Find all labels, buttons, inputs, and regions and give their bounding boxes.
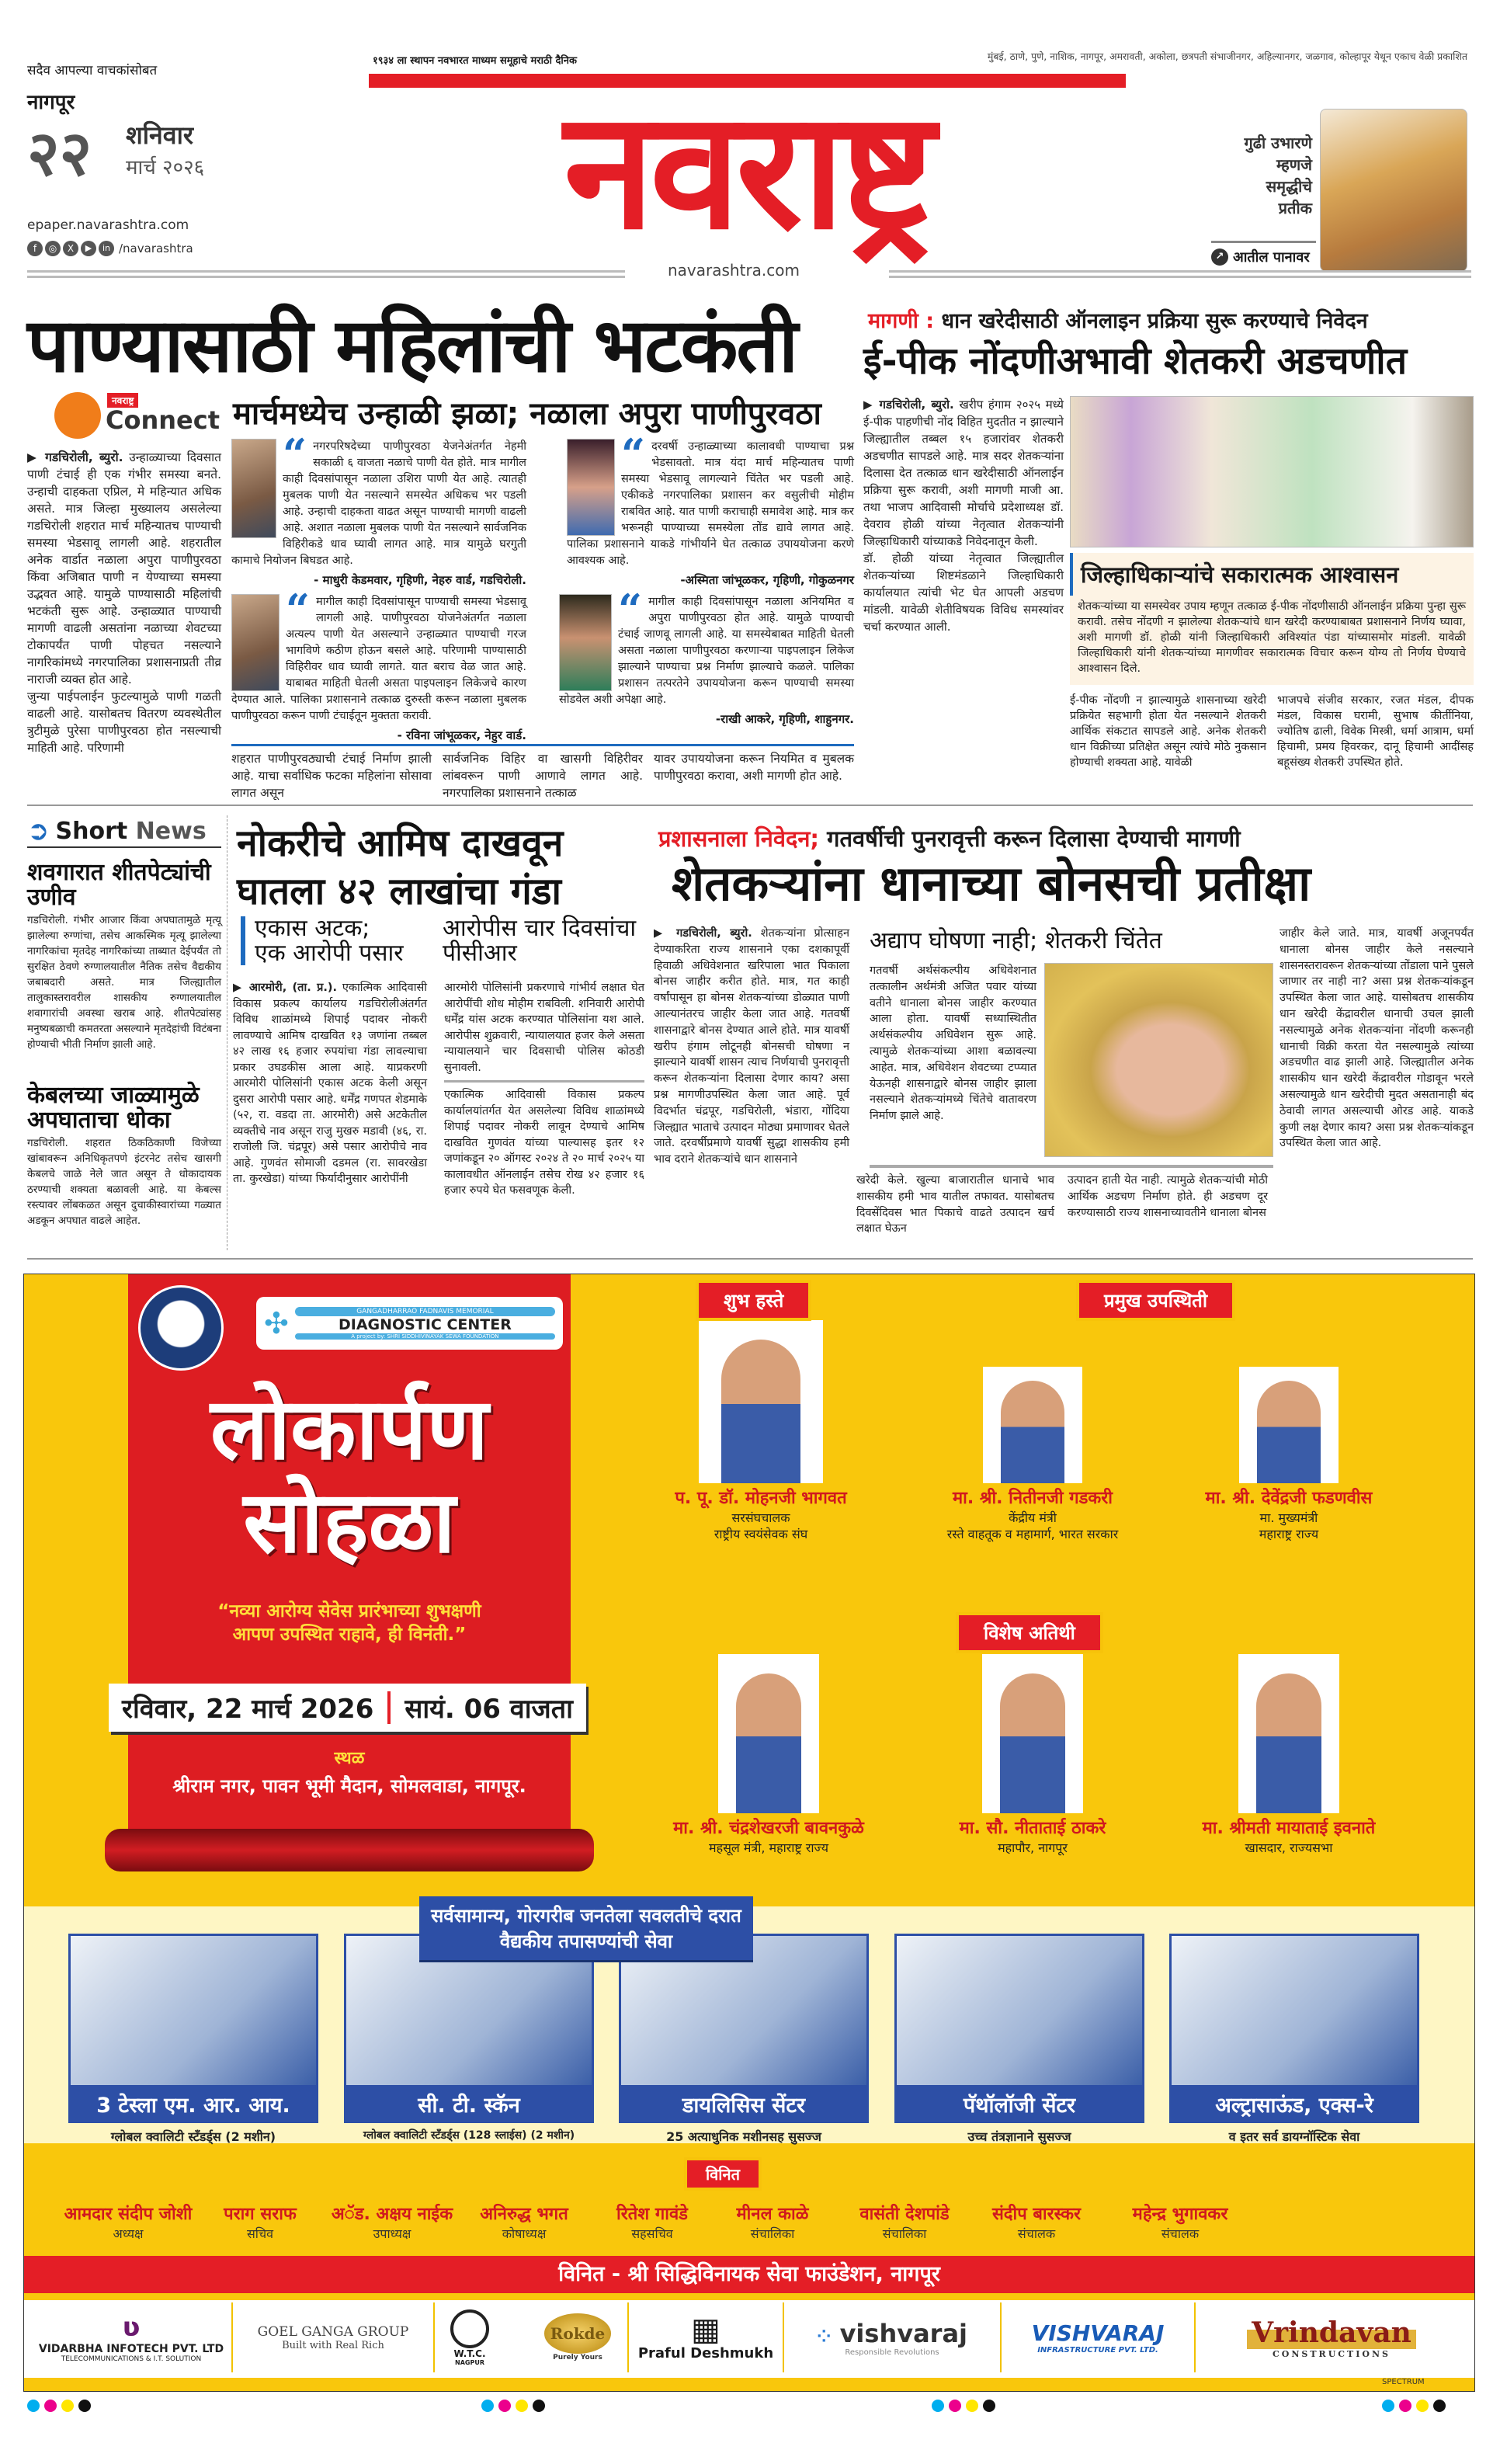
section-divider	[27, 805, 1473, 806]
committee-member: संदीप बारस्कर संचालक	[991, 2205, 1082, 2241]
masthead-rule-left	[27, 270, 625, 278]
guest-name: मा. सौ. नीताताई ठाकरे	[959, 1819, 1106, 1838]
center-top: GANGADHARRAO FADNAVIS MEMORIAL	[295, 1307, 555, 1316]
quote-author: - माधुरी केडमवार, गृहिणी, नेहरु वार्ड, गडचिरोली.	[314, 573, 526, 587]
guest-name: मा. श्री. देवेंद्रजी फडणवीस	[1205, 1489, 1373, 1508]
guest-card	[644, 1654, 893, 1856]
lead-bottom-columns	[231, 750, 854, 801]
arrow-icon: ➲	[27, 815, 50, 846]
sponsor-logo: ʋ VIDARBHA INFOTECH PVT. LTD TELECOMMUNICATIONS & I.T. SOLUTION	[31, 2302, 233, 2372]
service-label: पॅथॉलॉजी सेंटर	[894, 2085, 1144, 2123]
sponsor-logo: ▦ Praful Deshmukh	[629, 2302, 784, 2372]
committee-member: अनिरुद्ध भगत कोषाध्यक्ष	[480, 2205, 568, 2241]
sponsor-logo: GOEL GANGA GROUP Built with Real Rich	[233, 2302, 435, 2372]
fraud-body: ▶ आरमोरी, (ता. प्र.). एकात्मिक आदिवासी विकास प्रकल्प कार्यालय गडचिरोलीअंतर्गत विविध शाळांमध्ये शिपाई पदावर नोकरी लावण्याचे आमिष दाखवित १३ जणांना तब्बल ४२ लाख १६ हजार रुपयांचा गंडा लावल्याचा प्रकार उघडकीस आला आहे. याप्रकरणी आरमोरी पोलिसांनी एकास अटक केली असून दुसरा आरोपी पसार आहे. धर्मेंद्र गणपत शेडमाके (५२, रा. वडदा ता. आरमोरी) असे अटकेतील व्यक्तीचे नाव असून राजु मुखरु मडावी (४६, रा. राजोली जि. चंद्रपूर) असे पसार आरोपीचे नाव आहे. गुणवंत सोमाजी दडमल (रा. सावरखेडा ता. कुरखेडा) यांच्या फिर्यादीनुसार आरोपींनी	[233, 982, 428, 1185]
service-photo	[1169, 1934, 1419, 2085]
epik-box	[1070, 553, 1474, 685]
sponsor-logo: ⁘ vishvaraj Responsible Revolutions	[784, 2302, 1002, 2372]
guest-name: मा. श्री. नितीनजी गडकरी	[953, 1489, 1113, 1508]
guest-role: महाराष्ट्र राज्य	[1259, 1527, 1319, 1541]
event-date: रविवार, 22 मार्च 2026	[122, 1694, 374, 1725]
guest-role: मा. मुख्यमंत्री	[1259, 1510, 1318, 1525]
teaser-link[interactable]	[1211, 241, 1316, 266]
guest-role: केंद्रीय मंत्री	[1009, 1510, 1057, 1525]
short-news-text: गडचिरोली. गंभीर आजार किंवा अपघातामुळे मृत्यू झालेल्या रुग्णांचा, तसेच आकस्मिक मृत्यू झालेल्या नागरिकांचा मृतदेह नागरिकांच्या ताब्यात देईपर्यंत तो सुरक्षित ठेवणे रुग्णालयातील नैतिक तसेच वैद्यकीय जबाबदारी असते. मात्र जिल्ह्यातील तालुकास्तरावरील शासकीय रुग्णालयातील शवागारांची अवस्था खराब आहे. शीतपेट्यांसह मनुष्यबळाची कमतरता असल्याने मृतदेहांची विटंबना होण्याची भीती निर्माण झाली आहे.	[27, 914, 221, 1051]
bonus-body: उत्पादन हाती येत नाही. त्यामुळे शेतकऱ्यांची मोठी आर्थिक अडचण निर्माण होते. ही अडचण दूर करण्यासाठी राज्य शासनाच्यावतीने धानाला बोनस	[1068, 1174, 1268, 1219]
short-news-text: गडचिरोली. शहरात ठिकठिकाणी विजेच्या खांबावरून अनिधिकृतपणे इंटरनेट तसेच खासगी केबलचे जाळे नेले जात असून ते धोकादायक ठरण्याची शक्यता बळावली आहे. या केबल्स रस्त्यावर लोंबकळत असून दुचाकीस्वारांच्या गळ्यात अडकून अपघात वाढले आहेत.	[27, 1137, 221, 1227]
service-label: डायलिसिस सेंटर	[619, 2085, 869, 2123]
quote-photo	[231, 594, 280, 691]
guest-card	[637, 1320, 885, 1542]
committee-member: पराग सराफ सचिव	[224, 2205, 297, 2241]
divider	[231, 744, 854, 746]
bonus-body: जाहीर केले जाते. मात्र, यावर्षी अजूनपर्यंत धानाला बोनस जाहीर केले नसल्याने शासनस्तरावरून शेतकऱ्यांच्या तोंडाला पाने पुसले जाणार तर नाही ना? असा प्रश्न शेतकऱ्यांकडून उपस्थित केला जात आहे. यासोबतच शासकीय धान खरेदी केंद्रावरील धानाची उचल झाली नसल्यामुळे अनेक शेतकऱ्यांना नोंदणी करूनही धानाची विक्री करता येत नसल्यामुळे त्यांच्या अडचणीत वाढ झाली आहे. जिल्ह्यातील अनेक शासकीय धान खरेदी केंद्रावरील गोडावून भरले असल्यामुळे धान खरेदीची मुदत असतानाही बंद ठेवावी लागत असल्याची ओरड आहे. याकडे कुणी लक्ष देणार काय? असा प्रश्न शेतकऱ्यांकडून उपस्थित केला जात आहे.	[1280, 927, 1474, 1150]
service-sub: 25 अत्याधुनिक मशीनसह सुसज्ज	[666, 2129, 821, 2144]
registration-dots	[932, 2400, 995, 2412]
lead-body: ▶ गडचिरोली, ब्युरो. उन्हाळ्याच्या दिवसात पाणी टंचाई ही एक गंभीर समस्या बनते. उन्हाची दाहकता एप्रिल, मे महिन्यात अधिक असते. मात्र जिल्हा मुख्यालय असलेल्या गडचिरोली शहरात मार्च महिन्यातच पाण्याची समस्या भेडसावू लागली आहे. शहरातील अनेक वार्डात नळाला अपुरा पाणीपुरवठा किंवा अजिबात पाणी न येण्याच्या समस्या उद्भवत आहे. यामुळे पाण्यासाठी महिलांची भटकंती सुरू आहे. उन्हाळ्यात पाण्याची मागणी वाढली असतांना नळाच्या शेवटच्या टोकापर्यंत पाणी पोहचत नसल्याने नागरिकांमध्ये नगरपालिका प्रशासनाप्रती तीव्र नाराजी व्यक्त होत आहे. जुन्या पाईपलाईन फुटल्यामुळे पाणी गळती वाढली आहे. यासोबतच वितरण व्यवस्थेतील त्रुटीमुळे पुरेसा पाणीपुरवठा होत नसल्याची माहिती आहे. परिणामी	[27, 450, 221, 755]
epik-headline: ई-पीक नोंदणीअभावी शेतकरी अडचणीत	[863, 339, 1408, 383]
sponsor-logo: Vrindavan CONSTRUCTIONS	[1196, 2302, 1467, 2372]
committee-member: रितेश गावंडे सहसचिव	[616, 2205, 688, 2241]
epaper-link[interactable]: epaper.navarashtra.com	[27, 217, 189, 233]
separator	[387, 1691, 391, 1724]
edition-city: नागपूर	[27, 91, 75, 114]
guest-card	[1165, 1654, 1413, 1856]
quote-text: दरवर्षी उन्हाळ्याच्या कालावधी पाण्याचा प्रश्न भेडसावतो. मात्र यंदा मार्च महिन्यातच पाणी समस्या भेडसावू लागल्याने चिंतेत भर पडली आहे. एकीकडे नगरपालिका प्रशासन कर वसुलीची मोहीम राबवित आहे. यात पाणी कराचाही समावेश आहे. मात्र कर भरूनही पाण्याच्या समस्येला तोंड द्यावे लागत आहे. पालिका प्रशासनाने याकडे गांभीर्याने घेत तत्काळ उपाययोजना करणे आवश्यक आहे.	[567, 440, 854, 567]
connect-brand: नवराष्ट्र	[107, 393, 138, 408]
tag-vinit: विनित	[687, 2160, 759, 2188]
center-name: DIAGNOSTIC CENTER	[338, 1316, 512, 1333]
flower-logo-icon: ✣	[264, 1306, 289, 1340]
short-news-title: केबलच्या जाळ्यामुळे अपघाताचा धोका	[27, 1082, 200, 1134]
epik-kicker: मागणी : धान खरेदीसाठी ऑनलाइन प्रक्रिया सुरू करण्याचे निवेदन	[868, 309, 1368, 333]
tag-shubh: शुभ हस्ते	[699, 1283, 808, 1318]
venue: श्रीराम नगर, पावन भूमी मैदान, सोमलवाडा, नागपूर.	[172, 1775, 526, 1797]
lead-subhead: मार्चमध्येच उन्हाळी झळा; नळाला अपुरा पाणीपुरवठा	[233, 396, 821, 432]
service-label: सी. टी. स्कॅन	[344, 2085, 594, 2123]
quote-text: नगरपरिषदेच्या पाणीपुरवठा येजनेअंतर्गत नेहमी सकाळी ६ वाजता नळाचे पाणी येत होते. मात्र मागील काही दिवसांपासून नळाला उशिरा पाणी येत आहे. त्यातही मुबलक पाणी येत नसल्याने समस्येत अधिकच भर पडली आहे. उन्हाची दाहकता वाढत असून पाण्याची मागणी वाढली आहे. अशात नळाला मुबलक पाणी येत नसल्याने सार्वजनिक विहिरीकडे धाव घ्यावी लागत आहे. मात्र यामुळे घरगुती कामाचे नियोजन बिघडत आहे.	[231, 440, 526, 567]
service-card	[1169, 1934, 1419, 2145]
quote-block	[567, 429, 854, 588]
guest-card	[1165, 1367, 1413, 1542]
arrow-icon: ↗	[1211, 248, 1228, 266]
short-news-header	[27, 815, 221, 848]
newspaper-logo: नवराष्ट्र	[564, 75, 931, 266]
instagram-icon[interactable]: ◎	[45, 241, 61, 256]
social-handle: /navarashtra	[119, 242, 193, 255]
guest-role: सरसंघचालक	[731, 1510, 790, 1525]
text-column: यावर उपाययोजना करून नियमित व मुबलक पाणीपुरवठा करावा, अशी मागणी होत आहे.	[654, 752, 854, 783]
teaser-photo[interactable]	[1320, 109, 1467, 272]
text-column: भाजपचे संजीव सरकार, रजत मंडल, दीपक मंडल, विकास घरामी, सुभाष कीर्तीनिया, ज्योतिष ढाली, विवेक मिस्त्री, धर्मा आत्राम, धर्मा हिचामी, प्रमय हिवरकर, दानू हिचामी आदींसह बहूसंख्य शेतकरी उपस्थित होते.	[1277, 694, 1474, 769]
teaser-line: समृद्धीचे	[1266, 177, 1312, 196]
teaser-text[interactable]	[1211, 132, 1312, 219]
service-label: 3 टेस्ला एम. आर. आय.	[68, 2085, 318, 2123]
fraud-subhead: एकास अटक; एक आरोपी पसार	[241, 916, 404, 965]
editions-line: मुंबई, ठाणे, पुणे, नाशिक, नागपूर, अमरावती, अकोला, छत्रपती संभाजीनगर, अहिल्यानगर, जळगाव, कोल्हापूर येथून एकाच वेळी प्रकाशित	[987, 50, 1467, 62]
sponsor-logo: VISHVARAJ INFRASTRUCTURE PVT. LTD.	[1002, 2302, 1196, 2372]
quote-icon: “	[618, 585, 643, 634]
guest-role: खासदार, राज्यसभा	[1245, 1840, 1333, 1855]
quote-photo	[559, 594, 612, 691]
guest-photo	[699, 1320, 823, 1483]
epik-columns	[1070, 693, 1474, 770]
founder-portrait	[138, 1285, 224, 1371]
quote-icon: “	[621, 429, 646, 479]
divider	[870, 1165, 1273, 1168]
lead-headline: पाण्यासाठी महिलांची भटकंती	[27, 302, 797, 389]
service-sub: व इतर सर्व डायग्नॉस्टिक सेवा	[1228, 2129, 1360, 2144]
bonus-body: गतवर्षी अर्थसंकल्पीय अधिवेशनात तत्कालीन अर्थमंत्री अजित पवार यांच्या वतीने धानाला बोनस जाहीर करण्यात आला होता. यावर्षी सध्यास्थितीत अर्थसंकल्पीय अधिवेशन सुरू आहे. त्यामुळे शेतकऱ्यांच्या आशा बळावल्या आहेत. मात्र, अधिवेशन शेवटच्या टप्प्यात येऊनही शासनाद्वारे बोनस जाहीर झाला नसल्याने शेतकऱ्यांमध्ये चिंतेचे वातावरण निर्माण झाले आहे.	[870, 964, 1036, 1123]
quote-photo	[231, 439, 276, 538]
bonus-body: ▶ गडचिरोली, ब्युरो. शेतकऱ्यांना प्रोत्साहन देण्याकरिता राज्य शासनाने एका दशकापूर्वी हिवाळी अधिवेशनात खरिपाला भात पिकाला बोनस जाहीर करीत होते. मात्र, गत काही वर्षांपासून हा बोनस शेतकऱ्यांच्या डोळ्यात पाणी आल्यानंतरच जाहीर केला जात आहे. गतवर्षी शासनाद्वारे बोनस देण्यात आले होते. मात्र यावर्षी खरीप हंगाम लोटूनही बोनसची घोषणा न झाल्याने यावर्षी शासन त्याच निर्णयाची पुनरावृत्ती करून शेतकऱ्यांना दिलासा देणार काय? असा प्रश्न मागणीउपस्थित केला जात आहे. पूर्व विदर्भात चंद्रपूर, गडचिरोली, भंडारा, गोंदिया जिल्ह्यात भाताचे उत्पादन मोठ्या प्रमाणावर घेतले जाते. दरवर्षीप्रमाणे यावर्षी सुद्धा शासकीय हमी भाव दराने शेतकऱ्यांचे धान शासनाने	[654, 927, 850, 1166]
ad-title: लोकार्पण सोहळा	[210, 1378, 489, 1572]
quote-text: मागील काही दिवसांपासून पाण्याची समस्या भेडसावू लागली आहे. पाणीपुरवठा योजनेअंतर्गत नळाला अत्यल्प पाणी येत असल्याने उन्हाळ्यात पाण्याची गरज भागविणे कठीण होऊन बसले आहे. परिणामी पाण्यासाठी विहिरीवर धाव घ्यावी लागते. यात बराच वेळ जात आहे. याबाबत माहिती घेतली असता पाइपलाइन लिकेजचे कारण देण्यात आले. पालिका प्रशासनाने तत्काळ दुरुस्ती करून नळाला मुबलक पाणीपुरवठा करून पाणी टंचाईतून मुक्तता करावी.	[231, 596, 526, 722]
scroll-decoration	[105, 1829, 594, 1871]
teaser-link-label: आतील पानावर	[1233, 249, 1310, 266]
committee-member: महेन्द्र भुगावकर संचालक	[1132, 2205, 1228, 2241]
committee-member: अॅड. अक्षय नाईक उपाध्यक्ष	[331, 2205, 453, 2241]
service-sub: ग्लोबल क्वालिटी स्टँडर्ड्स (2 मशीन)	[110, 2129, 276, 2144]
ad-code: SPECTRUM	[1382, 2378, 1425, 2386]
tag-pramukh: प्रमुख उपस्थिती	[1079, 1283, 1232, 1318]
ad-invitation: “नव्या आरोग्य सेवेस प्रारंभाच्या शुभक्षणी आपण उपस्थित राहावे, ही विनंती.”	[217, 1601, 481, 1645]
service-label: अल्ट्रासाऊंड, एक्स-रे	[1169, 2085, 1419, 2123]
dateline: ▶ गडचिरोली, ब्युरो.	[27, 450, 123, 464]
bonus-subhead: अद्याप घोषणा नाही; शेतकरी चिंतेत	[870, 927, 1162, 954]
foundation-banner: विनित - श्री सिद्धिविनायक सेवा फाउंडेशन, नागपूर	[24, 2256, 1474, 2293]
masthead-rule-right	[889, 270, 1471, 278]
guest-role: महसूल मंत्री, महाराष्ट्र राज्य	[709, 1840, 828, 1855]
quote-author: - रविना जांभूळकर, नेहुर वार्ड.	[397, 728, 526, 742]
epik-body: ▶ गडचिरोली, ब्युरो. खरीप हंगाम २०२५ मध्ये ई-पीक पाहणीची नोंद विहित मुदतीत न झाल्याने जिल्ह्यातील तब्बल १५ हजारांवर शेतकरी अडचणीत सापडले आहे. मात्र सदर शेतकऱ्यांना दिलासा देत तत्काळ धान खरेदीसाठी ऑनलाईन प्रक्रिया सुरू करावी, अशी मागणी माजी आ. तथा भाजप आदिवासी मोर्चाचे प्रदेशाध्यक्ष डॉ. देवराव होळी यांच्या नेतृत्वात शेतकऱ्यांनी जिल्हाधिकारी यांच्याकडे निवेदनातून केली. डॉ. होळी यांच्या नेतृत्वात जिल्ह्यातील शेतकऱ्यांच्या शिष्टमंडळाने जिल्हाधिकारी कार्यालयात त्यांची भेट घेत आपली अडचण मांडली. यावेळी शेतीविषयक विविध समस्यांवर चर्चा करण्यात आली.	[863, 398, 1064, 634]
teaser-line: म्हणजे	[1276, 155, 1312, 174]
date-day: २२	[27, 117, 92, 189]
teaser-line: गुढी उभारणे	[1244, 134, 1312, 152]
group-line: १९३४ ला स्थापन नवभारत माध्यम समूहाचे मराठी दैनिक	[373, 55, 577, 67]
quote-text: मागील काही दिवसांपासून नळाला अनियमित व अपुरा पाणीपुरवठा होत आहे. यामुळे पाण्याची टंचाई जाणवू लागली आहे. या समस्येबाबत माहिती घेतली असता नळाला पाणीपुरवठा करणाऱ्या पाइपलाइन लिकेज झाल्याने पाण्याचा प्रश्न निर्माण झाल्याचे कळले. पालिका प्रशासन तत्परतेने उपाययोजना करून पाण्याची समस्या सोडवेल अशी अपेक्षा आहे.	[559, 596, 854, 706]
guest-role: महापौर, नागपूर	[998, 1840, 1068, 1855]
quote-block	[559, 585, 854, 727]
short-news-item	[27, 860, 221, 1052]
fraud-body: आरमोरी पोलिसांनी प्रकरणाचे गांभीर्य लक्षात घेत आरोपींची शोध मोहीम राबविली. शनिवारी आरोपी धर्मेंद्र यांस अटक करण्यात पोलिसांना यश आले. आरोपीस शुक्रवारी, न्यायालयात हजर केले असता न्यायालयाने चार दिवसाची पोलिस कोठडी सुनावली. एकात्मिक आदिवासी विकास प्रकल्प कार्यालयांतर्गत येत असलेल्या विविध शाळांमध्ये शिपाई पदावर नोकरी लावून देण्याचे आमिष दाखवित गुणवंत यांच्या पाल्यासह इतर १२ जणांकडून २० ऑगस्ट २०२४ ते २० मार्च २०२५ या कालावधीत ऑनलाईन तसेच रोख ४२ हजार १६ हजार रुपये घेत फसवणूक केली.	[444, 982, 644, 1197]
committee-member: आमदार संदीप जोशी अध्यक्ष	[64, 2205, 193, 2241]
guest-card	[908, 1654, 1157, 1856]
news-label: News	[135, 817, 207, 845]
quote-icon: “	[286, 585, 311, 634]
text-column: सार्वजनिक विहिर वा खासगी विहिरीवर लांबवरून पाणी आणावे लागत आहे. नगरपालिका प्रशासनाने तत्काळ	[443, 752, 643, 800]
registration-dots	[27, 2400, 91, 2412]
short-label: Short	[55, 817, 128, 845]
section-divider	[27, 1258, 1473, 1260]
service-card	[894, 1934, 1144, 2145]
date-weekday: शनिवार	[126, 120, 193, 150]
service-sub: ग्लोबल क्वालिटी स्टँडर्ड्स (128 स्लाईस) (2 मशीन)	[363, 2129, 575, 2142]
services-title: सर्वसामान्य, गोरगरीब जनतेला सवलतीचे दरात वैद्यकीय तपासण्यांची सेवा	[419, 1896, 753, 1960]
quote-icon: “	[283, 429, 307, 479]
text-column: शहरात पाणीपुरवठ्याची टंचाई निर्माण झाली आहे. याचा सर्वाधिक फटका महिलांना सोसावा लागत असून	[231, 752, 432, 800]
social-links	[27, 241, 193, 256]
youtube-icon[interactable]: ▶	[81, 241, 96, 256]
service-photo	[68, 1934, 318, 2085]
guest-card	[908, 1367, 1157, 1542]
bonus-body: खरेदी केले. खुल्या बाजारातील धानाचे भाव शासकीय हमी भाव यातील तफावत. यासोबतच दिवसेंदिवस भात पिकाचे वाढते उत्पादन खर्च लक्षात घेऊन	[856, 1174, 1054, 1235]
facebook-icon[interactable]: f	[27, 241, 43, 256]
wtc-ring-icon	[450, 2309, 489, 2348]
committee-member: मीनल काळे संचालिका	[736, 2205, 809, 2241]
fraud-subhead: आरोपीस चार दिवसांचा पीसीआर	[443, 915, 637, 967]
teaser-line: प्रतीक	[1278, 199, 1312, 217]
x-icon[interactable]: X	[63, 241, 78, 256]
sponsor-mark-icon: ʋ	[122, 2312, 141, 2343]
linkedin-icon[interactable]: in	[99, 241, 114, 256]
sponsor-logo: Rokde Purely Yours	[528, 2302, 629, 2372]
quote-author: -राखी आकरे, गृहिणी, शाहुनगर.	[715, 712, 854, 726]
diagnostic-center-logo	[256, 1297, 563, 1350]
connect-label: Connect	[106, 405, 220, 435]
short-news-title: शवगारात शीतपेट्यांची उणीव	[27, 859, 211, 911]
registration-dots	[481, 2400, 545, 2412]
bonus-headline: शेतकऱ्यांना धानाच्या बोनसची प्रतीक्षा	[672, 855, 1311, 912]
quote-block	[231, 429, 526, 588]
center-project: A project by: SHRI SIDDHIVINAYAK SEWA FOUNDATION	[295, 1333, 555, 1340]
guest-photo	[983, 1367, 1082, 1483]
tag-vishesh: विशेष अतिथी	[959, 1615, 1100, 1650]
service-sub: उच्च तंत्रज्ञानाने सुसज्ज	[967, 2129, 1071, 2144]
masthead-tagline: सदैव आपल्या वाचकांसोबत	[27, 63, 158, 78]
quote-photo	[567, 439, 615, 536]
guest-name: मा. श्री. चंद्रशेखरजी बावनकुळे	[673, 1819, 864, 1838]
guest-photo	[1238, 1654, 1339, 1813]
registration-dots	[1382, 2400, 1446, 2412]
short-news-item	[27, 1083, 221, 1229]
service-card	[68, 1934, 318, 2145]
guest-role: रस्ते वाहतूक व महामार्ग, भारत सरकार	[946, 1527, 1119, 1541]
event-time: सायं. 06 वाजता	[405, 1694, 573, 1725]
sponsor-logo: W.T.C. NAGPUR	[435, 2302, 505, 2372]
pd-mark-icon: ▦	[691, 2311, 720, 2348]
guest-name: मा. श्रीमती मायाताई इवनाते	[1202, 1819, 1376, 1838]
epik-photo	[1070, 396, 1474, 547]
guest-photo	[1239, 1367, 1339, 1483]
connect-logo-icon	[54, 392, 101, 439]
ad-date-box	[109, 1684, 586, 1732]
quote-author: -अस्मिता जांभूळकर, गृहिणी, गोकुळनगर	[680, 573, 854, 587]
fraud-headline: नोकरीचे आमिष दाखवून घातला ४२ लाखांचा गंडा	[237, 822, 564, 913]
guest-role: राष्ट्रीय स्वयंसेवक संघ	[714, 1527, 808, 1541]
guest-photo	[718, 1654, 819, 1813]
bonus-kicker: प्रशासनाला निवेदन; गतवर्षीची पुनरावृत्ती करून दिलासा देण्याची मागणी	[658, 825, 1241, 852]
service-card	[344, 1934, 594, 2143]
venue-label: स्थळ	[334, 1749, 365, 1768]
paddy-photo	[1044, 963, 1273, 1157]
guest-photo	[982, 1654, 1083, 1813]
committee-member: वासंती देशपांडे संचालिका	[859, 2205, 950, 2241]
service-card	[619, 1934, 869, 2145]
service-photo	[894, 1934, 1144, 2085]
epik-box-text: शेतकऱ्यांच्या या समस्येवर उपाय म्हणून तत्काळ ई-पीक नोंदणीसाठी ऑनलाईन प्रक्रिया पुन्हा सुरू करावी. तसेच नोंदणी न झालेल्या शेतकऱ्यांचे धान खरेदी करण्याबाबत प्रशासनाने निर्णय घ्यावा, अशी मागणी डॉ. होळी यांनी जिल्हाधिकारी अविश्यांत पंडा यांच्यासमोर मांडली. यावेळी जिल्हाधिकारी यांनी शेतकऱ्यांच्या मागणीवर सकारात्मक विचार करून योग्य तो निर्णय घेण्याचे आश्वासन दिले.	[1078, 600, 1466, 675]
text-column: ई-पीक नोंदणी न झाल्यामुळे शासनाच्या खरेदी प्रक्रियेत सहभागी होता येत नसल्याने शेतकरी आर्थिक संकटात सापडले आहे. अनेक शेतकरी धान विक्रीच्या प्रतिक्षेत असून त्यांचे मोठे नुकसान होण्याची शक्यता आहे. यावेळी	[1070, 694, 1266, 769]
website[interactable]: navarashtra.com	[668, 261, 800, 280]
guest-name: प. पू. डॉ. मोहनजी भागवत	[675, 1489, 847, 1508]
date-month-year: मार्च २०२६	[126, 156, 205, 179]
epik-box-title: जिल्हाधिकाऱ्यांचे सकारात्मक आश्वासन	[1070, 553, 1474, 596]
quote-block	[231, 585, 526, 743]
